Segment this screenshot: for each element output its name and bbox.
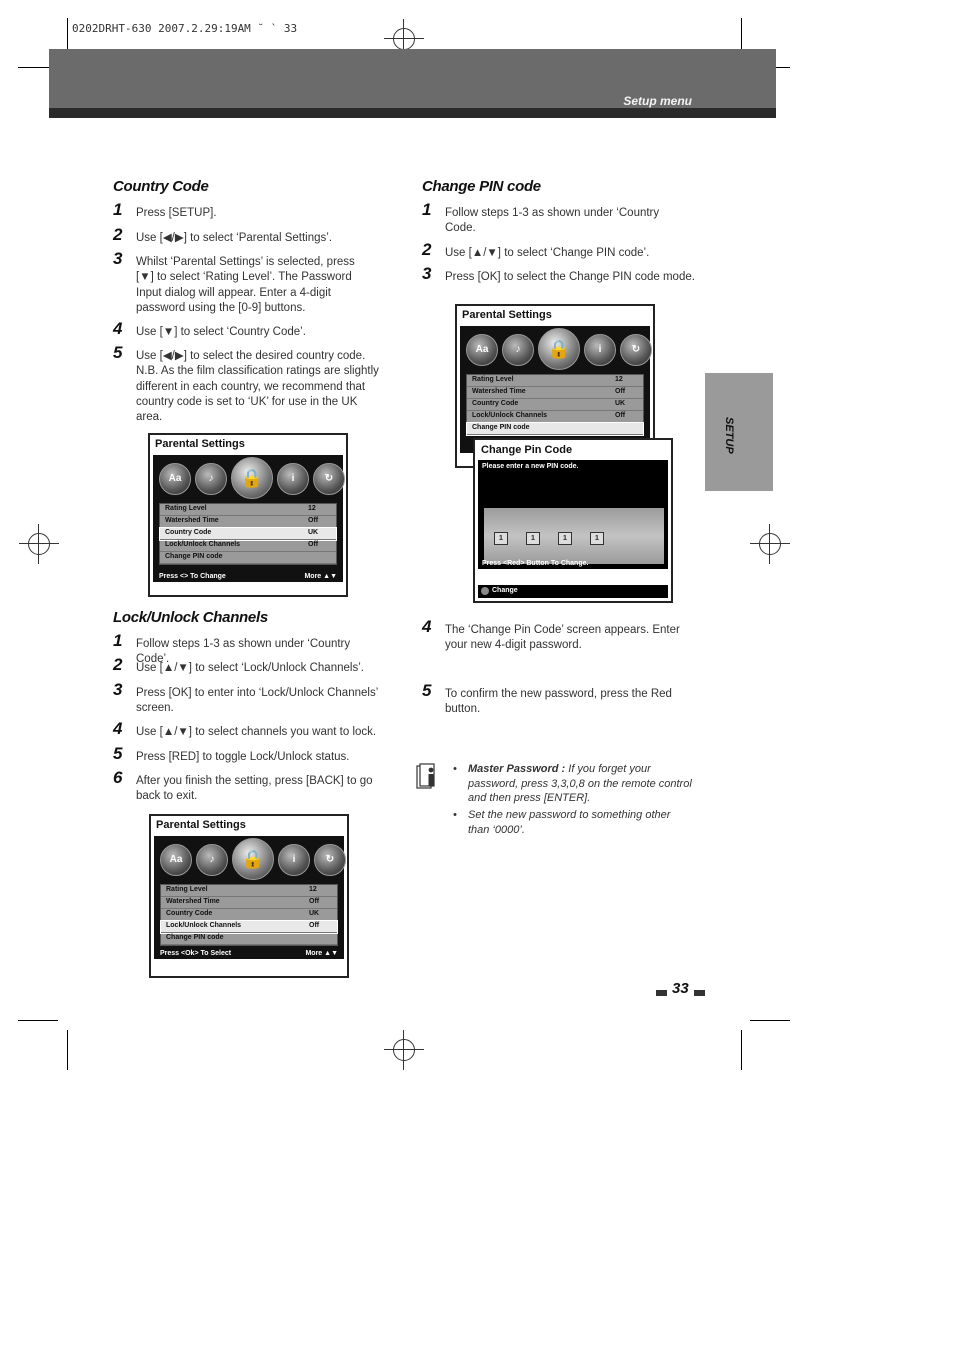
screen-body	[153, 455, 343, 582]
pin-digit: 1	[526, 532, 540, 545]
menu-icons	[153, 457, 343, 501]
menu-icons	[154, 838, 344, 882]
menu-row-selected: Lock/Unlock Channels Off	[161, 921, 337, 933]
lock-icon: 🔒	[232, 838, 274, 880]
step: 2 Use [▲/▼] to select ‘Change PIN code’.	[422, 240, 650, 259]
dialog-title: Change Pin Code	[481, 444, 573, 456]
screen-more: More ▲▼	[304, 573, 337, 580]
registration-mark	[750, 524, 790, 564]
change-pin-heading: Change PIN code	[422, 178, 541, 195]
parental-settings-screen	[148, 433, 348, 597]
side-tab-label: SETUP	[723, 417, 735, 454]
menu-row: Rating Level 12	[467, 375, 643, 387]
step: 4 The ‘Change Pin Code’ screen appears. Enter your new 4-digit password.	[422, 617, 680, 652]
menu-row: Country Code UK	[161, 909, 337, 921]
pin-digit: 1	[590, 532, 604, 545]
step: 5 Use [◀/▶] to select the desired country code. N.B. As the film classification ratings are slightly different in each country, we recommend that country code is set to ‘UK’ for use in the UK area.	[113, 343, 379, 424]
dialog-footer	[478, 585, 668, 598]
screen-hint: Press <> To Change	[159, 573, 226, 580]
step: 2 Use [◀/▶] to select ‘Parental Settings’.	[113, 225, 333, 244]
menu-row: Lock/Unlock Channels Off	[467, 411, 643, 423]
change-pin-dialog	[473, 438, 673, 603]
parental-settings-screen	[149, 814, 349, 978]
menu-row: Watershed Time Off	[160, 516, 336, 528]
info-icon: i	[584, 334, 616, 366]
print-slug: 0202DRHT-630 2007.2.29:19AM ˘ ` 33	[72, 22, 298, 35]
step: 3 Press [OK] to select the Change PIN code mode.	[422, 264, 695, 283]
step: 3 Whilst ‘Parental Settings’ is selected, press [▼] to select ‘Rating Level’. The Password Input dialog will appear. Enter a 4-digit password using the [0-9] buttons.	[113, 249, 355, 314]
language-icon: Aa	[160, 844, 192, 876]
page-number-bar	[694, 990, 705, 996]
screen-more: More ▲▼	[305, 950, 338, 957]
header-band-strip	[49, 108, 776, 118]
step: 5 To confirm the new password, press the Red button.	[422, 681, 672, 716]
step: 3 Press [OK] to enter into ‘Lock/Unlock Channels’ screen.	[113, 680, 378, 715]
audio-icon: ♪	[195, 463, 227, 495]
pin-entry-field	[484, 508, 664, 564]
step: 1 Press [SETUP].	[113, 200, 217, 219]
settings-menu	[466, 374, 644, 436]
screen-title: Parental Settings	[155, 438, 245, 450]
section-title: Setup menu	[623, 94, 692, 108]
menu-row: Rating Level 12	[161, 885, 337, 897]
menu-row: Change PIN code	[160, 552, 336, 564]
settings-menu	[159, 503, 337, 565]
footer-label: Change	[492, 587, 518, 594]
side-tab	[705, 373, 773, 491]
screen-title: Parental Settings	[156, 819, 246, 831]
note-tip: • Set the new password to something other than ‘0000’.	[453, 809, 671, 836]
screen-body	[460, 326, 650, 453]
screen-title: Parental Settings	[462, 309, 552, 321]
menu-row-selected: Country Code UK	[160, 528, 336, 540]
red-button-icon	[481, 587, 489, 595]
refresh-icon: ↻	[313, 463, 345, 495]
step: 6 After you finish the setting, press [BACK] to go back to exit.	[113, 768, 373, 803]
crop-mark	[67, 1030, 68, 1070]
step: 4 Use [▼] to select ‘Country Code’.	[113, 319, 306, 338]
crop-mark	[750, 1020, 790, 1021]
menu-icons	[460, 328, 650, 372]
screen-body	[154, 836, 344, 959]
note-master-password: • Master Password : If you forget your password, press 3,3,0,8 on the remote control and then press [ENTER].	[453, 763, 692, 804]
step: 5 Press [RED] to toggle Lock/Unlock status.	[113, 744, 350, 763]
audio-icon: ♪	[196, 844, 228, 876]
pin-instruction: Press <Red> Button To Change.	[482, 560, 589, 567]
menu-row: Country Code UK	[467, 399, 643, 411]
step: 2 Use [▲/▼] to select ‘Lock/Unlock Channels’.	[113, 655, 364, 674]
crop-mark	[741, 1030, 742, 1070]
step: 1 Follow steps 1-3 as shown under ‘Country Code’.	[113, 631, 351, 666]
step: 4 Use [▲/▼] to select channels you want to lock.	[113, 719, 377, 738]
pin-prompt: Please enter a new PIN code.	[482, 463, 579, 470]
info-icon: i	[278, 844, 310, 876]
registration-mark	[384, 1030, 424, 1070]
audio-icon: ♪	[502, 334, 534, 366]
lock-icon: 🔒	[231, 457, 273, 499]
menu-row: Watershed Time Off	[467, 387, 643, 399]
menu-row: Lock/Unlock Channels Off	[160, 540, 336, 552]
language-icon: Aa	[466, 334, 498, 366]
menu-row: Rating Level 12	[160, 504, 336, 516]
page-number-bar	[656, 990, 667, 996]
menu-row-selected: Change PIN code	[467, 423, 643, 435]
pin-digit: 1	[558, 532, 572, 545]
pin-digit: 1	[494, 532, 508, 545]
country-code-heading: Country Code	[113, 178, 209, 195]
page-number: 33	[672, 980, 689, 997]
lock-unlock-heading: Lock/Unlock Channels	[113, 609, 268, 626]
dialog-body	[478, 460, 668, 569]
crop-mark	[18, 1020, 58, 1021]
lock-icon: 🔒	[538, 328, 580, 370]
menu-row: Change PIN code	[161, 933, 337, 945]
settings-menu	[160, 884, 338, 946]
info-icon: i	[277, 463, 309, 495]
menu-row: Watershed Time Off	[161, 897, 337, 909]
step: 1 Follow steps 1-3 as shown under ‘Country Code.	[422, 200, 660, 235]
refresh-icon: ↻	[620, 334, 652, 366]
registration-mark	[19, 524, 59, 564]
screen-hint: Press <Ok> To Select	[160, 950, 232, 957]
language-icon: Aa	[159, 463, 191, 495]
note-icon	[416, 762, 442, 790]
refresh-icon: ↻	[314, 844, 346, 876]
